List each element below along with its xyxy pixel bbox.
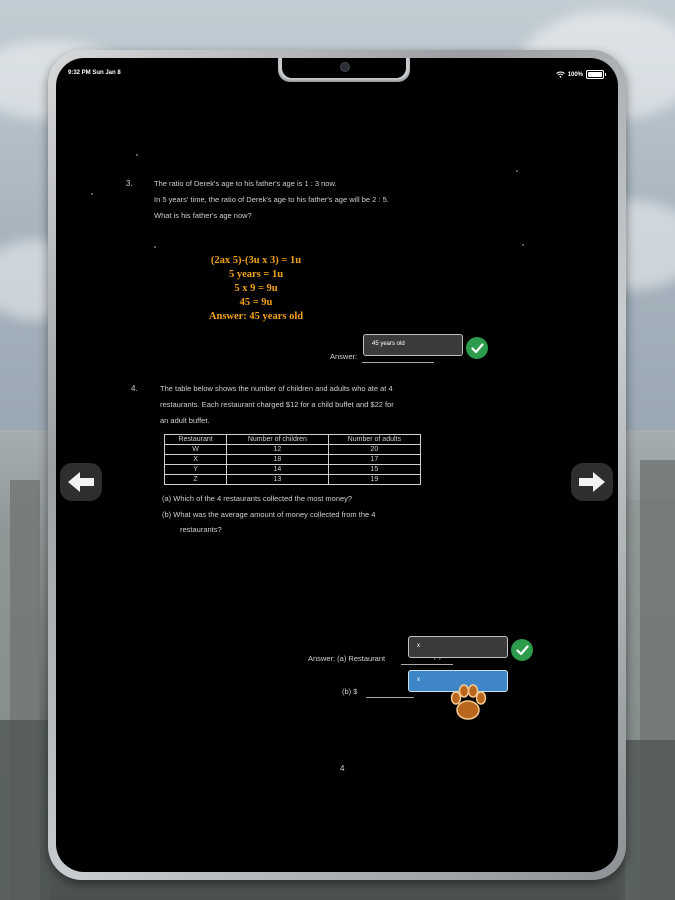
question-3-line-2: In 5 years' time, the ratio of Derek's age to his father's age will be 2 : 5. xyxy=(154,195,389,204)
table-row xyxy=(165,475,421,485)
working-line-3: 5 x 9 = 9u xyxy=(234,283,278,294)
question-4-line-3: an adult buffet. xyxy=(160,416,210,425)
question-4a-answer-label: Answer: (a) Restaurant xyxy=(308,654,386,663)
question-4a-answer-input[interactable]: x xyxy=(408,636,508,658)
table-row xyxy=(165,465,421,475)
answer-blank xyxy=(366,697,414,698)
working-line-5: Answer: 45 years old xyxy=(208,311,304,322)
battery-percent: 100% xyxy=(567,71,583,78)
tablet-frame xyxy=(48,50,626,880)
question-3-answer-label: Answer: xyxy=(330,352,358,361)
tablet-screen xyxy=(56,58,618,872)
correct-check-icon xyxy=(466,337,488,359)
question-3-answer-input[interactable]: 45 years old xyxy=(363,334,463,356)
arrow-left-icon xyxy=(66,470,96,494)
worksheet-page xyxy=(56,58,618,872)
restaurant-table xyxy=(164,434,421,485)
page-number: 4 xyxy=(340,764,345,773)
table-cell: 14 xyxy=(227,465,329,475)
table-cell: 13 xyxy=(227,475,329,485)
working-line-1: (2ax 5)-(3u x 3) = 1u xyxy=(210,255,302,266)
table-cell: X xyxy=(165,455,227,465)
table-cell: 17 xyxy=(328,455,420,465)
answer-blank xyxy=(401,664,453,665)
table-row xyxy=(165,455,421,465)
table-cell: Y xyxy=(165,465,227,475)
question-4-part-a: (a) Which of the 4 restaurants collected the most money? xyxy=(162,494,353,503)
question-4b-answer-label: (b) $ xyxy=(342,687,358,696)
question-3-line-1: The ratio of Derek's age to his father's age is 1 : 3 now. xyxy=(154,179,337,188)
table-cell: 19 xyxy=(328,475,420,485)
table-cell: 12 xyxy=(227,445,329,455)
next-page-button[interactable] xyxy=(571,463,613,501)
question-4b-answer-input[interactable]: x xyxy=(408,670,508,692)
question-4-part-b-line-1: (b) What was the average amount of money collected from the 4 xyxy=(162,510,376,519)
table-row xyxy=(165,445,421,455)
table-cell: Z xyxy=(165,475,227,485)
status-time: 9:32 PM Sun Jan 8 xyxy=(68,70,121,76)
arrow-right-icon xyxy=(577,470,607,494)
correct-check-icon xyxy=(511,639,533,661)
table-header: Restaurant xyxy=(165,435,227,445)
question-4-line-1: The table below shows the number of children and adults who ate at 4 xyxy=(160,384,393,393)
answer-blank xyxy=(362,362,434,363)
table-cell: 20 xyxy=(328,445,420,455)
handwritten-working xyxy=(186,254,326,324)
question-4-number: 4. xyxy=(131,384,138,393)
table-header: Number of adults xyxy=(328,435,420,445)
paw-cursor-icon xyxy=(448,684,488,727)
table-cell: W xyxy=(165,445,227,455)
question-4-line-2: restaurants. Each restaurant charged $12 for a child buffet and $22 for xyxy=(160,400,394,409)
question-3-number: 3. xyxy=(126,179,133,188)
question-4-part-b-line-2: restaurants? xyxy=(180,525,222,534)
table-header: Number of children xyxy=(227,435,329,445)
question-3-line-3: What is his father's age now? xyxy=(154,211,252,220)
table-cell: 15 xyxy=(328,465,420,475)
table-header-row xyxy=(165,435,421,445)
working-line-2: 5 years = 1u xyxy=(228,269,284,280)
table-cell: 18 xyxy=(227,455,329,465)
previous-page-button[interactable] xyxy=(60,463,102,501)
working-line-4: 45 = 9u xyxy=(239,297,273,308)
